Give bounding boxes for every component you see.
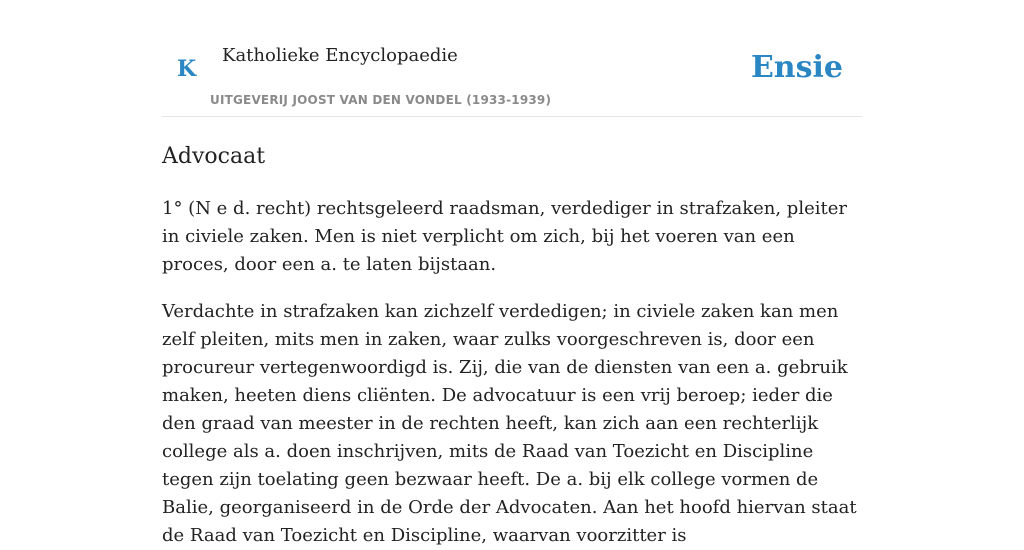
page <box>162 0 862 550</box>
header <box>162 0 862 117</box>
article-paragraph: 1° (N e d. recht) rechtsgeleerd raadsman, verdediger in strafzaken, pleiter in civiele zaken. Men is niet verplicht om zich, bij het voeren van een proces, door een a. te laten bijstaan. <box>162 198 847 275</box>
publication-logo[interactable]: K <box>177 56 197 82</box>
publication-title[interactable]: Katholieke Encyclopaedie <box>222 45 458 66</box>
brand-logo[interactable]: Ensie <box>750 50 843 85</box>
article-title: Advocaat <box>162 144 266 169</box>
article-paragraph: Verdachte in strafzaken kan zichzelf verdedigen; in civiele zaken kan men zelf pleiten, mits men in zaken, waar zulks voorgeschreven is, door een procureur vertegenwoordigd is. Zij, die van de diensten van een a. gebruik maken, heeten diens cliënten. De advocatuur is een vrij beroep; ieder die den graad van meester in de rechten heeft, kan zich aan een rechterlijk college als a. doen inschrijven, mits de Raad van Toezicht en Discipline tegen zijn toelating geen bezwaar heeft. De a. bij elk college vormen de Balie, georganiseerd in de Orde der Advocaten. Aan het hoofd hiervan staat de Raad van Toezicht en Discipline, waarvan voorzitter is <box>162 301 857 546</box>
publisher-label: UITGEVERIJ JOOST VAN DEN VONDEL (1933-1939) <box>210 93 552 107</box>
